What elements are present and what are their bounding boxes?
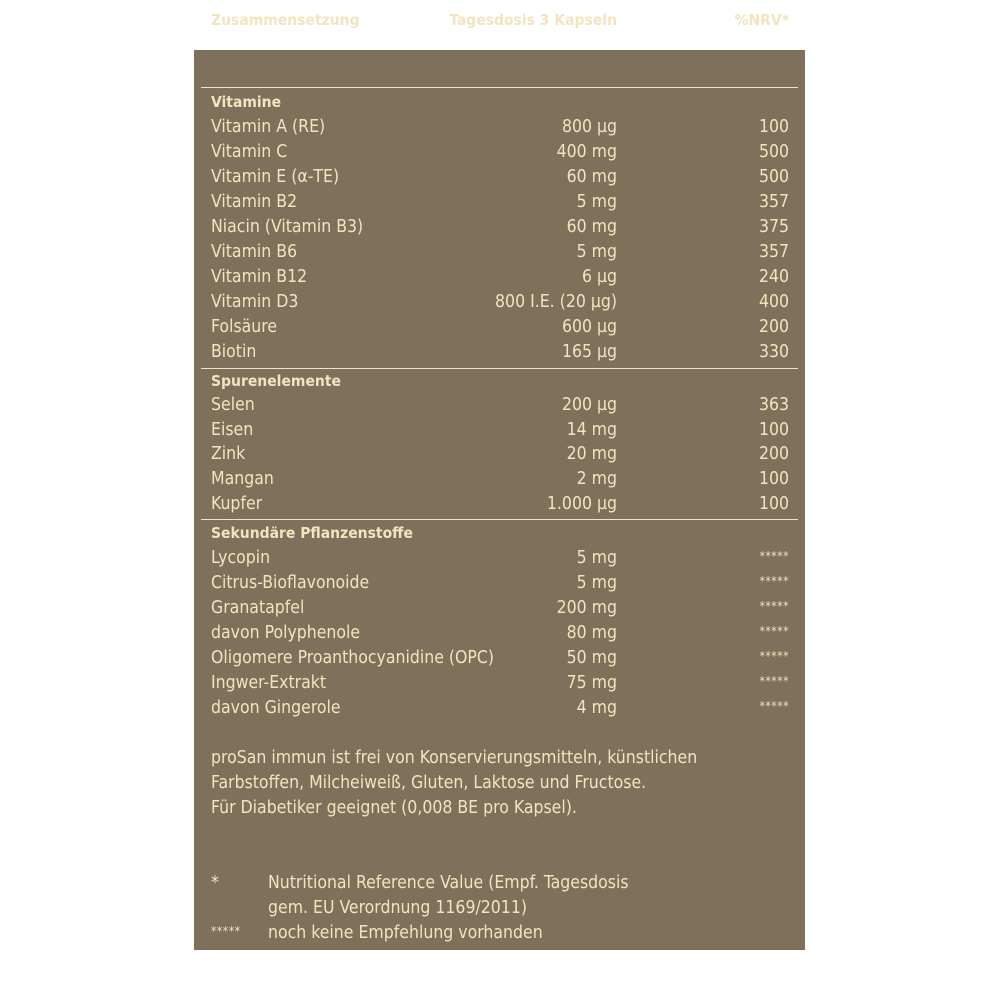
table-row: Kupfer 1.000 µg 100 <box>211 494 789 514</box>
section-divider <box>201 519 798 520</box>
footnote-line <box>211 896 791 921</box>
table-row: Vitamin C 400 mg 500 <box>211 142 789 162</box>
table-row: Mangan 2 mg 100 <box>211 469 789 489</box>
footnote-text: noch keine Empfehlung vorhanden <box>268 923 543 943</box>
table-row: Oligomere Proanthocyanidine (OPC) 50 mg ***** <box>211 648 789 668</box>
nutrition-facts-panel <box>194 11 805 950</box>
table-row: Vitamin D3 800 I.E. (20 µg) 400 <box>211 292 789 312</box>
table-row: Vitamin A (RE) 800 µg 100 <box>211 117 789 137</box>
table-row: Eisen 14 mg 100 <box>211 420 789 440</box>
table-row: Vitamin B2 5 mg 357 <box>211 192 789 212</box>
header-divider <box>201 87 798 88</box>
footnotes <box>211 871 791 946</box>
table-row: Vitamin B6 5 mg 357 <box>211 242 789 262</box>
footnote-text: Nutritional Reference Value (Empf. Tagesdosis <box>268 873 629 893</box>
table-row: Biotin 165 µg 330 <box>211 342 789 362</box>
section-title-vitamine: Vitamine <box>211 93 282 111</box>
header-nrv: %NRV* <box>734 11 789 29</box>
footnote-line <box>211 921 791 946</box>
table-row: Citrus-Bioflavonoide 5 mg ***** <box>211 573 789 593</box>
table-row: Folsäure 600 µg 200 <box>211 317 789 337</box>
note-line: Farbstoffen, Milcheiweiß, Gluten, Laktose und Fructose. <box>211 773 647 793</box>
footnote-mark: * <box>211 873 219 893</box>
footnote-text: gem. EU Verordnung 1169/2011) <box>268 898 527 918</box>
table-row: Zink 20 mg 200 <box>211 444 789 464</box>
table-row: Lycopin 5 mg ***** <box>211 548 789 568</box>
footnote-mark: ***** <box>211 924 241 938</box>
table-row: davon Polyphenole 80 mg ***** <box>211 623 789 643</box>
note-line: Für Diabetiker geeignet (0,008 BE pro Kapsel). <box>211 798 577 818</box>
header-composition: Zusammensetzung <box>211 11 360 29</box>
table-row: Selen 200 µg 363 <box>211 395 789 415</box>
table-row: Ingwer-Extrakt 75 mg ***** <box>211 673 789 693</box>
footnote-line <box>211 871 791 896</box>
table-header <box>194 8 805 33</box>
table-row: Vitamin B12 6 µg 240 <box>211 267 789 287</box>
header-dose: Tagesdosis 3 Kapseln <box>449 11 617 29</box>
table-row: davon Gingerole 4 mg ***** <box>211 698 789 718</box>
table-row: Granatapfel 200 mg ***** <box>211 598 789 618</box>
table-row: Niacin (Vitamin B3) 60 mg 375 <box>211 217 789 237</box>
note-line: proSan immun ist frei von Konservierungsmitteln, künstlichen <box>211 748 698 768</box>
table-row: Vitamin E (α-TE) 60 mg 500 <box>211 167 789 187</box>
product-note <box>211 746 791 821</box>
section-title-pflanzenstoffe: Sekundäre Pflanzenstoffe <box>211 524 413 542</box>
section-title-spurenelemente: Spurenelemente <box>211 372 341 390</box>
